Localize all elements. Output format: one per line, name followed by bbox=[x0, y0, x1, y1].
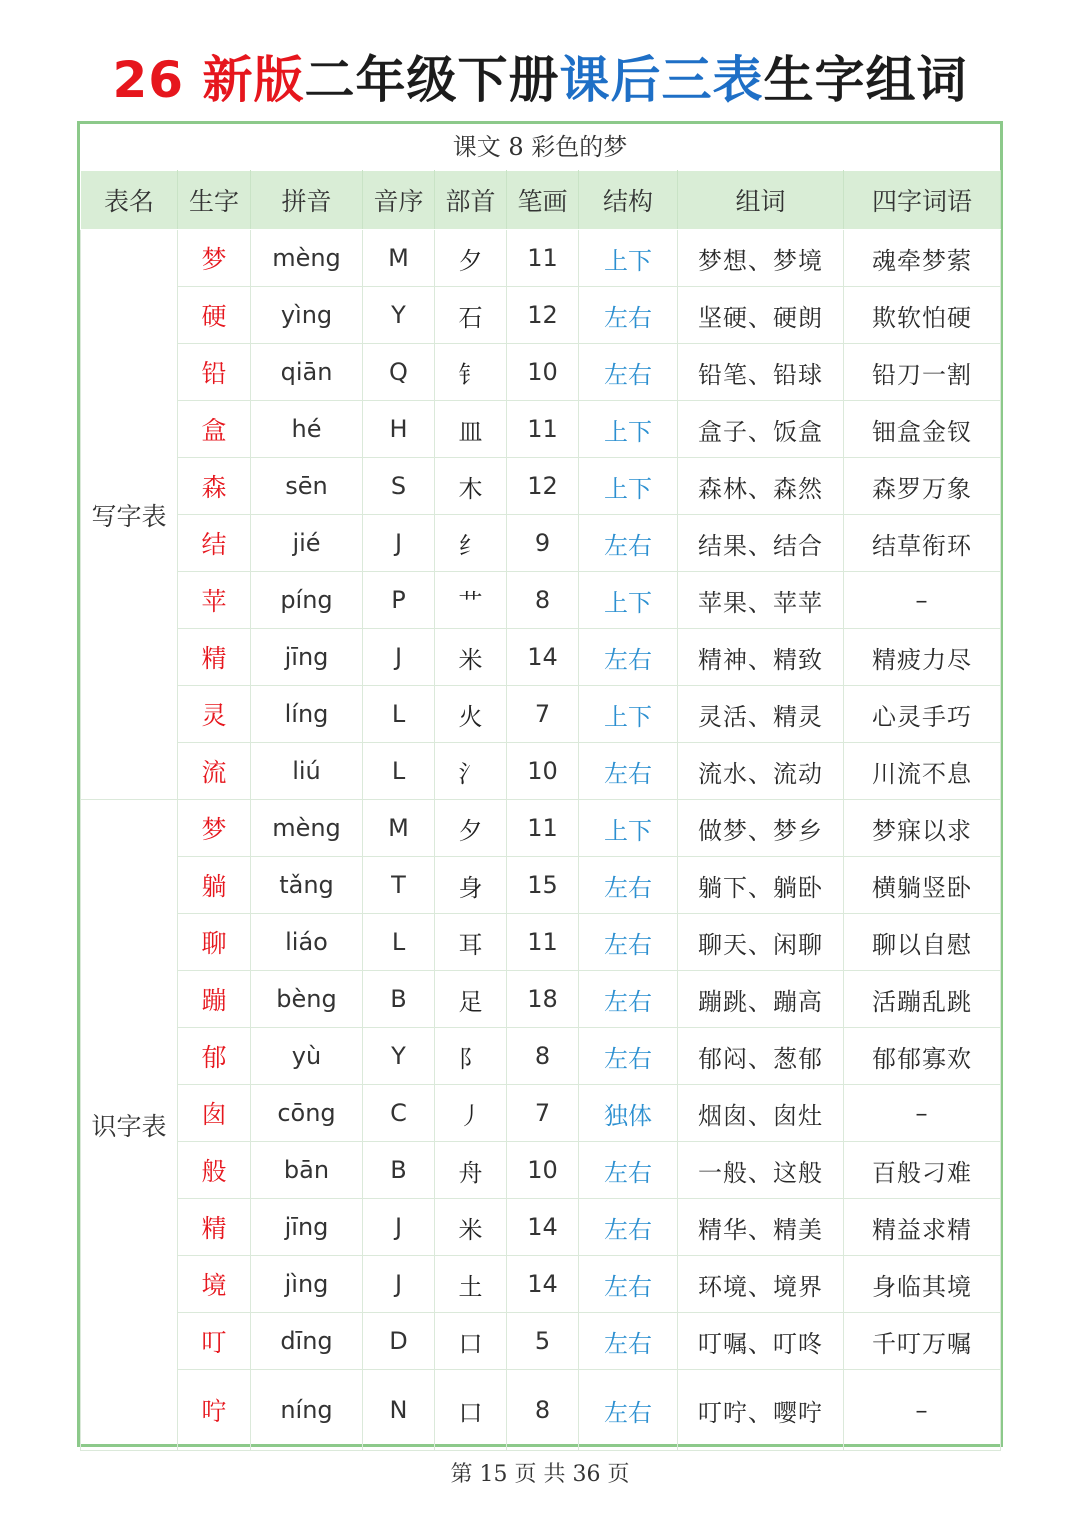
row-words: 盒子、饭盒 bbox=[678, 401, 844, 458]
row-structure: 上下 bbox=[579, 401, 678, 458]
row-phonetic-order: Y bbox=[363, 1028, 435, 1085]
row-structure: 左右 bbox=[579, 344, 678, 401]
row-idiom: 百般刁难 bbox=[844, 1142, 1001, 1199]
table-row bbox=[81, 971, 1001, 1028]
table-row bbox=[81, 857, 1001, 914]
row-character: 精 bbox=[178, 629, 251, 686]
table-row bbox=[81, 458, 1001, 515]
row-idiom: 森罗万象 bbox=[844, 458, 1001, 515]
row-words: 躺下、躺卧 bbox=[678, 857, 844, 914]
row-phonetic-order: P bbox=[363, 572, 435, 629]
row-structure: 左右 bbox=[579, 515, 678, 572]
row-words: 郁闷、葱郁 bbox=[678, 1028, 844, 1085]
row-pinyin: jìng bbox=[251, 1256, 363, 1313]
row-words: 烟囱、囱灶 bbox=[678, 1085, 844, 1142]
row-strokes: 11 bbox=[507, 230, 579, 287]
row-idiom: 郁郁寡欢 bbox=[844, 1028, 1001, 1085]
row-strokes: 10 bbox=[507, 743, 579, 800]
row-character: 咛 bbox=[178, 1370, 251, 1451]
row-pinyin: píng bbox=[251, 572, 363, 629]
row-structure: 上下 bbox=[579, 572, 678, 629]
row-idiom: – bbox=[844, 1085, 1001, 1142]
row-pinyin: yìng bbox=[251, 287, 363, 344]
table-row bbox=[81, 344, 1001, 401]
row-pinyin: liú bbox=[251, 743, 363, 800]
row-radical: 夕 bbox=[435, 230, 507, 287]
row-structure: 左右 bbox=[579, 1313, 678, 1370]
row-pinyin: qiān bbox=[251, 344, 363, 401]
row-words: 叮咛、嘤咛 bbox=[678, 1370, 844, 1451]
row-words: 做梦、梦乡 bbox=[678, 800, 844, 857]
row-phonetic-order: H bbox=[363, 401, 435, 458]
row-phonetic-order: B bbox=[363, 1142, 435, 1199]
character-table bbox=[80, 170, 1001, 1451]
row-pinyin: bān bbox=[251, 1142, 363, 1199]
table-header-row bbox=[81, 171, 1001, 230]
row-words: 精神、精致 bbox=[678, 629, 844, 686]
row-strokes: 9 bbox=[507, 515, 579, 572]
row-character: 精 bbox=[178, 1199, 251, 1256]
table-row bbox=[81, 800, 1001, 857]
header-table-name: 表名 bbox=[81, 171, 178, 230]
row-strokes: 7 bbox=[507, 686, 579, 743]
row-phonetic-order: D bbox=[363, 1313, 435, 1370]
row-pinyin: bèng bbox=[251, 971, 363, 1028]
row-pinyin: dīng bbox=[251, 1313, 363, 1370]
row-character: 般 bbox=[178, 1142, 251, 1199]
row-phonetic-order: T bbox=[363, 857, 435, 914]
row-words: 精华、精美 bbox=[678, 1199, 844, 1256]
row-strokes: 14 bbox=[507, 1199, 579, 1256]
header-strokes: 笔画 bbox=[507, 171, 579, 230]
row-structure: 左右 bbox=[579, 1199, 678, 1256]
table-row bbox=[81, 515, 1001, 572]
row-strokes: 11 bbox=[507, 800, 579, 857]
row-character: 盒 bbox=[178, 401, 251, 458]
row-idiom: 聊以自慰 bbox=[844, 914, 1001, 971]
row-character: 森 bbox=[178, 458, 251, 515]
row-words: 流水、流动 bbox=[678, 743, 844, 800]
row-radical: 阝 bbox=[435, 1028, 507, 1085]
row-idiom: – bbox=[844, 1370, 1001, 1451]
row-idiom: – bbox=[844, 572, 1001, 629]
row-pinyin: níng bbox=[251, 1370, 363, 1451]
row-phonetic-order: N bbox=[363, 1370, 435, 1451]
row-words: 森林、森然 bbox=[678, 458, 844, 515]
row-phonetic-order: Q bbox=[363, 344, 435, 401]
row-radical: 氵 bbox=[435, 743, 507, 800]
row-character: 苹 bbox=[178, 572, 251, 629]
row-idiom: 梦寐以求 bbox=[844, 800, 1001, 857]
row-idiom: 精益求精 bbox=[844, 1199, 1001, 1256]
row-radical: 皿 bbox=[435, 401, 507, 458]
row-character: 囱 bbox=[178, 1085, 251, 1142]
row-structure: 上下 bbox=[579, 458, 678, 515]
row-words: 蹦跳、蹦高 bbox=[678, 971, 844, 1028]
title-part-2: 二年级下册 bbox=[304, 51, 560, 109]
table-row bbox=[81, 230, 1001, 287]
row-structure: 左右 bbox=[579, 629, 678, 686]
row-phonetic-order: M bbox=[363, 800, 435, 857]
row-phonetic-order: J bbox=[363, 629, 435, 686]
table-row bbox=[81, 743, 1001, 800]
header-idioms: 四字词语 bbox=[844, 171, 1001, 230]
row-pinyin: liáo bbox=[251, 914, 363, 971]
row-pinyin: jié bbox=[251, 515, 363, 572]
table-row bbox=[81, 1199, 1001, 1256]
row-idiom: 心灵手巧 bbox=[844, 686, 1001, 743]
row-pinyin: jīng bbox=[251, 629, 363, 686]
row-character: 结 bbox=[178, 515, 251, 572]
header-structure: 结构 bbox=[579, 171, 678, 230]
group-name: 写字表 bbox=[81, 230, 178, 800]
group-name: 识字表 bbox=[81, 800, 178, 1451]
row-idiom: 结草衔环 bbox=[844, 515, 1001, 572]
row-phonetic-order: L bbox=[363, 914, 435, 971]
row-radical: 钅 bbox=[435, 344, 507, 401]
table-row bbox=[81, 1085, 1001, 1142]
row-character: 灵 bbox=[178, 686, 251, 743]
table-row bbox=[81, 287, 1001, 344]
row-strokes: 10 bbox=[507, 344, 579, 401]
row-strokes: 7 bbox=[507, 1085, 579, 1142]
row-character: 郁 bbox=[178, 1028, 251, 1085]
row-idiom: 铅刀一割 bbox=[844, 344, 1001, 401]
row-character: 蹦 bbox=[178, 971, 251, 1028]
row-strokes: 8 bbox=[507, 1370, 579, 1451]
row-structure: 上下 bbox=[579, 800, 678, 857]
table-row bbox=[81, 1256, 1001, 1313]
row-structure: 左右 bbox=[579, 1142, 678, 1199]
row-pinyin: cōng bbox=[251, 1085, 363, 1142]
row-character: 梦 bbox=[178, 230, 251, 287]
table-row bbox=[81, 1028, 1001, 1085]
row-phonetic-order: C bbox=[363, 1085, 435, 1142]
row-idiom: 欺软怕硬 bbox=[844, 287, 1001, 344]
table-row bbox=[81, 686, 1001, 743]
row-words: 聊天、闲聊 bbox=[678, 914, 844, 971]
table-row bbox=[81, 401, 1001, 458]
row-strokes: 18 bbox=[507, 971, 579, 1028]
row-idiom: 活蹦乱跳 bbox=[844, 971, 1001, 1028]
table-row bbox=[81, 914, 1001, 971]
row-pinyin: jīng bbox=[251, 1199, 363, 1256]
row-phonetic-order: B bbox=[363, 971, 435, 1028]
row-structure: 左右 bbox=[579, 1256, 678, 1313]
row-radical: 口 bbox=[435, 1313, 507, 1370]
row-words: 灵活、精灵 bbox=[678, 686, 844, 743]
row-strokes: 15 bbox=[507, 857, 579, 914]
row-idiom: 横躺竖卧 bbox=[844, 857, 1001, 914]
row-phonetic-order: M bbox=[363, 230, 435, 287]
row-idiom: 魂牵梦萦 bbox=[844, 230, 1001, 287]
row-idiom: 千叮万嘱 bbox=[844, 1313, 1001, 1370]
row-idiom: 身临其境 bbox=[844, 1256, 1001, 1313]
row-radical: 足 bbox=[435, 971, 507, 1028]
row-strokes: 11 bbox=[507, 401, 579, 458]
row-pinyin: tǎng bbox=[251, 857, 363, 914]
row-radical: 身 bbox=[435, 857, 507, 914]
row-words: 梦想、梦境 bbox=[678, 230, 844, 287]
title-part-3: 课后三表 bbox=[559, 51, 764, 109]
header-radical: 部首 bbox=[435, 171, 507, 230]
row-character: 硬 bbox=[178, 287, 251, 344]
page-title bbox=[0, 40, 1080, 120]
row-structure: 左右 bbox=[579, 1370, 678, 1451]
row-character: 聊 bbox=[178, 914, 251, 971]
row-words: 铅笔、铅球 bbox=[678, 344, 844, 401]
row-radical: 艹 bbox=[435, 572, 507, 629]
table-row bbox=[81, 1142, 1001, 1199]
title-part-1: 26 新版 bbox=[112, 51, 305, 109]
header-character: 生字 bbox=[178, 171, 251, 230]
title-part-4: 生字组词 bbox=[763, 51, 968, 109]
row-phonetic-order: J bbox=[363, 515, 435, 572]
row-radical: 丿 bbox=[435, 1085, 507, 1142]
row-structure: 左右 bbox=[579, 287, 678, 344]
row-pinyin: mèng bbox=[251, 800, 363, 857]
row-structure: 左右 bbox=[579, 1028, 678, 1085]
row-radical: 木 bbox=[435, 458, 507, 515]
row-strokes: 11 bbox=[507, 914, 579, 971]
row-phonetic-order: J bbox=[363, 1199, 435, 1256]
row-pinyin: mèng bbox=[251, 230, 363, 287]
row-words: 环境、境界 bbox=[678, 1256, 844, 1313]
row-strokes: 5 bbox=[507, 1313, 579, 1370]
page-footer: 第 15 页 共 36 页 bbox=[450, 1462, 630, 1487]
row-character: 流 bbox=[178, 743, 251, 800]
row-idiom: 精疲力尽 bbox=[844, 629, 1001, 686]
row-structure: 上下 bbox=[579, 686, 678, 743]
row-pinyin: líng bbox=[251, 686, 363, 743]
row-phonetic-order: Y bbox=[363, 287, 435, 344]
table-row bbox=[81, 629, 1001, 686]
table-row bbox=[81, 572, 1001, 629]
row-phonetic-order: S bbox=[363, 458, 435, 515]
row-radical: 火 bbox=[435, 686, 507, 743]
row-phonetic-order: J bbox=[363, 1256, 435, 1313]
row-strokes: 8 bbox=[507, 572, 579, 629]
row-radical: 石 bbox=[435, 287, 507, 344]
row-structure: 左右 bbox=[579, 743, 678, 800]
header-phonetic-order: 音序 bbox=[363, 171, 435, 230]
row-radical: 米 bbox=[435, 1199, 507, 1256]
row-character: 叮 bbox=[178, 1313, 251, 1370]
row-words: 结果、结合 bbox=[678, 515, 844, 572]
row-radical: 纟 bbox=[435, 515, 507, 572]
row-character: 躺 bbox=[178, 857, 251, 914]
row-structure: 左右 bbox=[579, 857, 678, 914]
row-pinyin: sēn bbox=[251, 458, 363, 515]
row-strokes: 14 bbox=[507, 629, 579, 686]
row-radical: 舟 bbox=[435, 1142, 507, 1199]
row-words: 坚硬、硬朗 bbox=[678, 287, 844, 344]
row-radical: 米 bbox=[435, 629, 507, 686]
header-pinyin: 拼音 bbox=[251, 171, 363, 230]
row-character: 境 bbox=[178, 1256, 251, 1313]
row-idiom: 钿盒金钗 bbox=[844, 401, 1001, 458]
row-strokes: 14 bbox=[507, 1256, 579, 1313]
row-strokes: 8 bbox=[507, 1028, 579, 1085]
row-pinyin: yù bbox=[251, 1028, 363, 1085]
row-character: 梦 bbox=[178, 800, 251, 857]
lesson-title: 课文 8 彩色的梦 bbox=[80, 124, 1000, 171]
row-words: 一般、这般 bbox=[678, 1142, 844, 1199]
row-phonetic-order: L bbox=[363, 686, 435, 743]
row-strokes: 12 bbox=[507, 458, 579, 515]
row-character: 铅 bbox=[178, 344, 251, 401]
row-strokes: 10 bbox=[507, 1142, 579, 1199]
row-structure: 上下 bbox=[579, 230, 678, 287]
row-strokes: 12 bbox=[507, 287, 579, 344]
row-idiom: 川流不息 bbox=[844, 743, 1001, 800]
row-structure: 左右 bbox=[579, 914, 678, 971]
row-words: 苹果、苹苹 bbox=[678, 572, 844, 629]
row-structure: 左右 bbox=[579, 971, 678, 1028]
row-words: 叮嘱、叮咚 bbox=[678, 1313, 844, 1370]
table-row bbox=[81, 1313, 1001, 1370]
row-radical: 口 bbox=[435, 1370, 507, 1451]
header-words: 组词 bbox=[678, 171, 844, 230]
table-row bbox=[81, 1370, 1001, 1451]
row-radical: 耳 bbox=[435, 914, 507, 971]
row-phonetic-order: L bbox=[363, 743, 435, 800]
row-radical: 土 bbox=[435, 1256, 507, 1313]
row-structure: 独体 bbox=[579, 1085, 678, 1142]
row-radical: 夕 bbox=[435, 800, 507, 857]
row-pinyin: hé bbox=[251, 401, 363, 458]
character-table-sheet bbox=[77, 121, 1003, 1447]
